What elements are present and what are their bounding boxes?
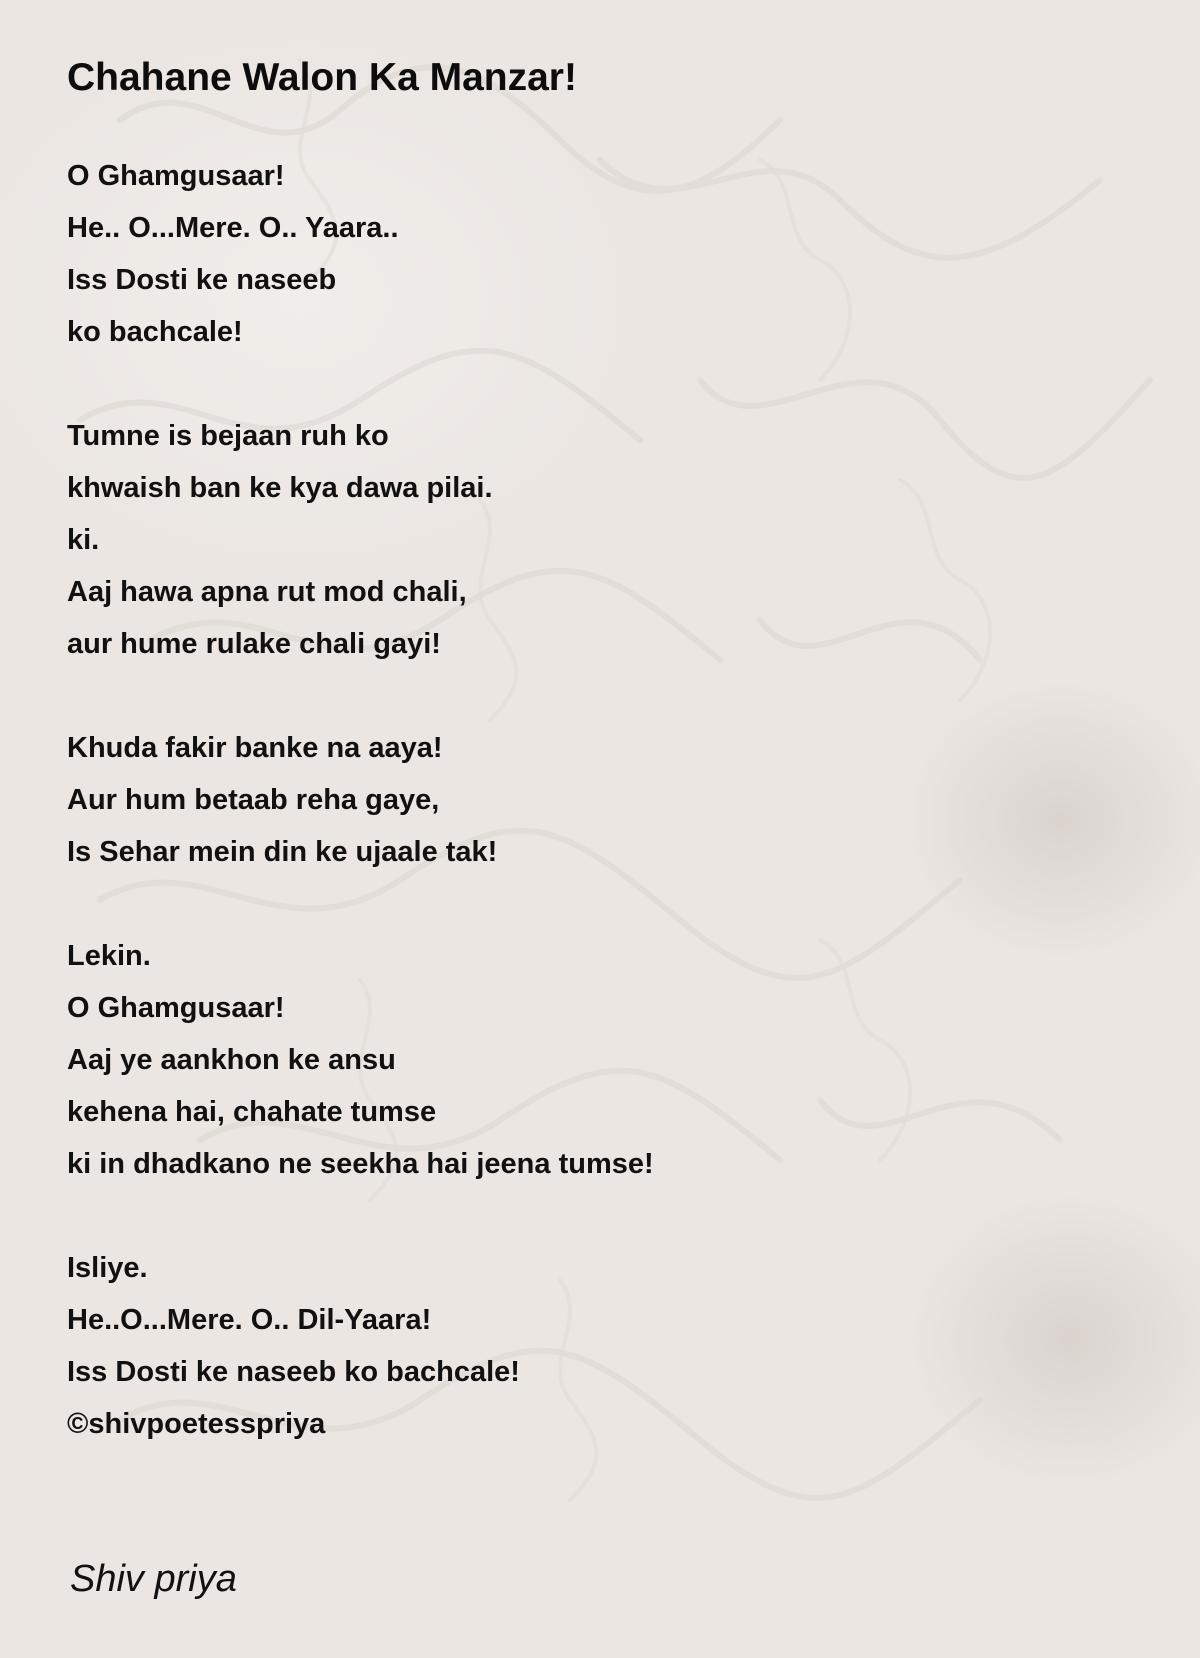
poem-title: Chahane Walon Ka Manzar! bbox=[67, 56, 577, 99]
poem-line: Tumne is bejaan ruh ko bbox=[67, 420, 389, 452]
stanza-5 bbox=[67, 1242, 1147, 1450]
poem-line: kehena hai, chahate tumse bbox=[67, 1096, 437, 1128]
poem-line: Is Sehar mein din ke ujaale tak! bbox=[67, 836, 498, 868]
poem-line: Iss Dosti ke naseeb bbox=[67, 264, 337, 296]
poem-line: Khuda fakir banke na aaya! bbox=[67, 732, 443, 764]
stanza-break bbox=[67, 878, 1147, 930]
poem-line: O Ghamgusaar! bbox=[67, 992, 285, 1024]
copyright-line: ©shivpoetesspriya bbox=[67, 1408, 326, 1440]
stanza-break bbox=[67, 670, 1147, 722]
poem-line: ki in dhadkano ne seekha hai jeena tumse! bbox=[67, 1148, 654, 1180]
poem-line: Aur hum betaab reha gaye, bbox=[67, 784, 440, 816]
stanza-3 bbox=[67, 722, 1147, 878]
stanza-4 bbox=[67, 930, 1147, 1190]
poem-line: Isliye. bbox=[67, 1252, 148, 1284]
poem-line: khwaish ban ke kya dawa pilai. bbox=[67, 472, 493, 504]
stanza-break bbox=[67, 1190, 1147, 1242]
poem-line: ko bachcale! bbox=[67, 316, 243, 348]
poem-line: Iss Dosti ke naseeb ko bachcale! bbox=[67, 1356, 520, 1388]
poem-line: He.. O...Mere. O.. Yaara.. bbox=[67, 212, 399, 244]
poem-line: aur hume rulake chali gayi! bbox=[67, 628, 441, 660]
stanza-2 bbox=[67, 410, 1147, 670]
poem-line: ki. bbox=[67, 524, 100, 556]
poem-line: O Ghamgusaar! bbox=[67, 160, 285, 192]
stanza-break bbox=[67, 358, 1147, 410]
poem-line: He..O...Mere. O.. Dil-Yaara! bbox=[67, 1304, 432, 1336]
poem-line: Aaj hawa apna rut mod chali, bbox=[67, 576, 467, 608]
author-name: Shiv priya bbox=[70, 1558, 237, 1600]
poem-body bbox=[67, 150, 1147, 1450]
poem-line: Lekin. bbox=[67, 940, 151, 972]
poem-line: Aaj ye aankhon ke ansu bbox=[67, 1044, 396, 1076]
stanza-1 bbox=[67, 150, 1147, 358]
